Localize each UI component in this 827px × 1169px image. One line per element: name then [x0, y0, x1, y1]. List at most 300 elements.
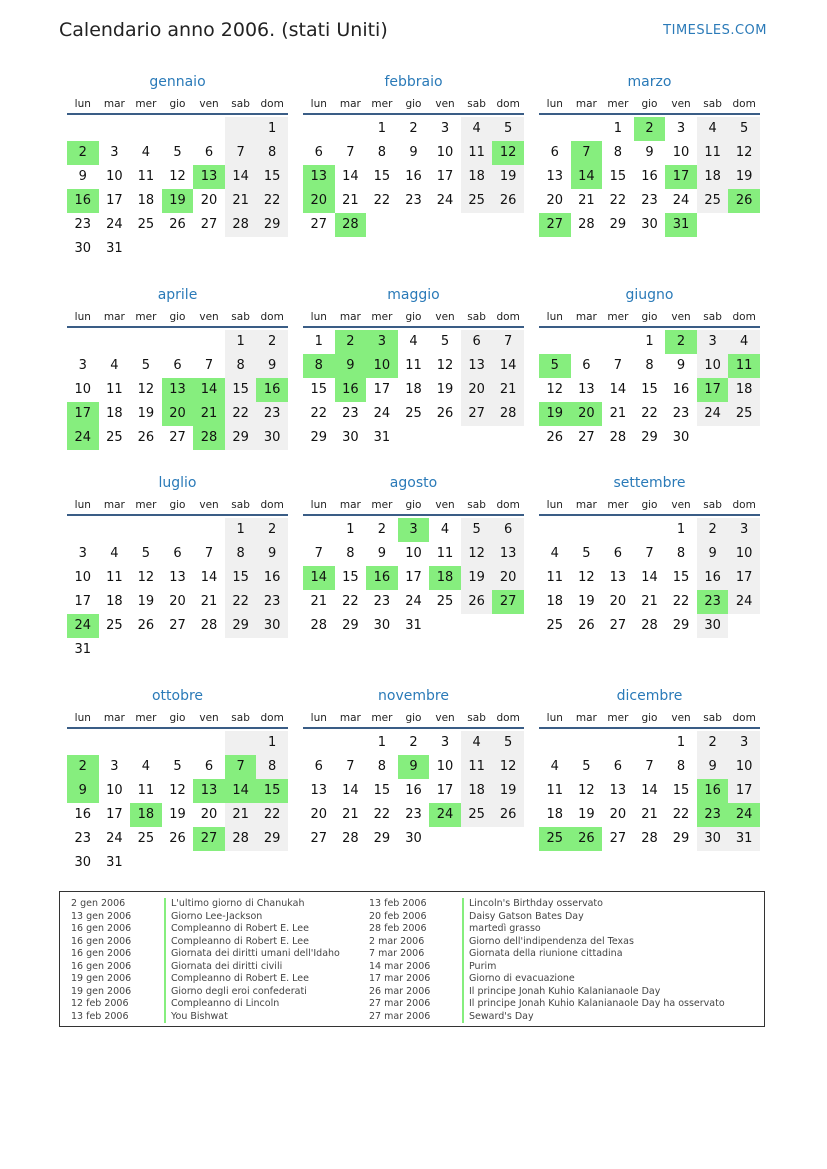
day-cell[interactable]: 9	[398, 755, 430, 779]
day-cell[interactable]: 13	[492, 542, 524, 566]
day-cell[interactable]: 2	[409, 735, 418, 750]
day-cell[interactable]: 3	[78, 546, 87, 561]
day-cell[interactable]: 6	[314, 759, 323, 774]
day-cell[interactable]: 22	[672, 807, 690, 822]
day-cell[interactable]: 12	[492, 141, 524, 165]
day-cell[interactable]: 6	[173, 546, 182, 561]
day-cell[interactable]: 7	[314, 546, 323, 561]
day-cell[interactable]: 14	[609, 382, 627, 397]
day-cell[interactable]: 10	[366, 354, 398, 378]
day-cell[interactable]: 9	[676, 358, 686, 373]
day-cell[interactable]: 25	[461, 189, 493, 213]
day-cell[interactable]: 5	[728, 117, 760, 141]
day-cell[interactable]: 19	[169, 807, 186, 822]
day-cell[interactable]: 18	[728, 378, 760, 402]
day-cell[interactable]: 30	[697, 614, 729, 638]
day-cell[interactable]: 1	[377, 121, 387, 136]
day-cell[interactable]: 15	[225, 378, 257, 402]
day-cell[interactable]: 4	[110, 358, 119, 373]
day-cell[interactable]: 11	[697, 141, 729, 165]
day-cell[interactable]: 19	[578, 807, 595, 822]
day-cell[interactable]: 31	[405, 618, 422, 633]
day-cell[interactable]: 23	[697, 590, 729, 614]
day-cell[interactable]: 13	[461, 354, 493, 378]
day-cell[interactable]: 16	[697, 566, 729, 590]
day-cell[interactable]: 24	[672, 193, 690, 208]
day-cell[interactable]: 2	[665, 330, 697, 354]
day-cell[interactable]: 29	[373, 831, 391, 846]
day-cell[interactable]: 15	[256, 779, 288, 803]
day-cell[interactable]: 6	[550, 145, 559, 160]
day-cell[interactable]: 5	[582, 546, 591, 561]
day-cell[interactable]: 22	[609, 193, 627, 208]
day-cell[interactable]: 31	[373, 430, 391, 445]
day-cell[interactable]: 6	[613, 759, 623, 774]
day-cell[interactable]: 23	[256, 402, 288, 426]
day-cell[interactable]: 9	[256, 542, 288, 566]
day-cell[interactable]: 22	[225, 590, 257, 614]
day-cell[interactable]: 1	[676, 735, 686, 750]
day-cell[interactable]: 15	[373, 783, 391, 798]
day-cell[interactable]: 20	[303, 189, 335, 213]
day-cell[interactable]: 20	[492, 566, 524, 590]
day-cell[interactable]: 14	[303, 566, 335, 590]
day-cell[interactable]: 7	[204, 358, 214, 373]
day-cell[interactable]: 15	[373, 169, 391, 184]
day-cell[interactable]: 18	[697, 165, 729, 189]
day-cell[interactable]: 24	[106, 831, 123, 846]
day-cell[interactable]: 11	[137, 169, 155, 184]
day-cell[interactable]: 6	[461, 330, 493, 354]
day-cell[interactable]: 29	[225, 426, 257, 450]
day-cell[interactable]: 22	[342, 594, 359, 609]
day-cell[interactable]: 26	[571, 827, 603, 851]
day-cell[interactable]: 24	[728, 803, 760, 827]
day-cell[interactable]: 10	[436, 759, 454, 774]
day-cell[interactable]: 25	[106, 618, 123, 633]
day-cell[interactable]: 16	[405, 783, 422, 798]
day-cell[interactable]: 12	[137, 382, 155, 397]
day-cell[interactable]: 26	[578, 618, 595, 633]
day-cell[interactable]: 3	[366, 330, 398, 354]
day-cell[interactable]: 11	[728, 354, 760, 378]
day-cell[interactable]: 16	[67, 189, 99, 213]
day-cell[interactable]: 21	[641, 807, 658, 822]
day-cell[interactable]: 9	[377, 546, 387, 561]
day-cell[interactable]: 12	[137, 570, 155, 585]
day-cell[interactable]: 8	[613, 145, 623, 160]
day-cell[interactable]: 18	[137, 193, 155, 208]
day-cell[interactable]: 21	[200, 594, 218, 609]
day-cell[interactable]: 8	[645, 358, 654, 373]
day-cell[interactable]: 31	[106, 241, 123, 256]
day-cell[interactable]: 5	[141, 546, 151, 561]
day-cell[interactable]: 20	[162, 402, 194, 426]
day-cell[interactable]: 18	[405, 382, 422, 397]
day-cell[interactable]: 21	[641, 594, 658, 609]
day-cell[interactable]: 30	[74, 241, 92, 256]
day-cell[interactable]: 1	[256, 117, 288, 141]
day-cell[interactable]: 26	[492, 189, 524, 213]
day-cell[interactable]: 25	[137, 217, 155, 232]
day-cell[interactable]: 14	[571, 165, 603, 189]
day-cell[interactable]: 30	[672, 430, 690, 445]
day-cell[interactable]: 4	[728, 330, 760, 354]
day-cell[interactable]: 20	[200, 807, 218, 822]
day-cell[interactable]: 5	[492, 731, 524, 755]
day-cell[interactable]: 5	[173, 145, 182, 160]
day-cell[interactable]: 2	[377, 522, 387, 537]
day-cell[interactable]: 28	[342, 831, 359, 846]
day-cell[interactable]: 11	[106, 570, 123, 585]
day-cell[interactable]: 29	[256, 213, 288, 237]
day-cell[interactable]: 28	[609, 430, 627, 445]
day-cell[interactable]: 15	[672, 783, 690, 798]
day-cell[interactable]: 27	[492, 590, 524, 614]
day-cell[interactable]: 4	[409, 334, 418, 349]
day-cell[interactable]: 12	[578, 570, 595, 585]
day-cell[interactable]: 30	[256, 426, 288, 450]
day-cell[interactable]: 15	[641, 382, 658, 397]
day-cell[interactable]: 8	[256, 755, 288, 779]
day-cell[interactable]: 14	[225, 779, 257, 803]
day-cell[interactable]: 27	[609, 831, 627, 846]
day-cell[interactable]: 3	[728, 731, 760, 755]
day-cell[interactable]: 18	[130, 803, 162, 827]
day-cell[interactable]: 26	[169, 217, 186, 232]
day-cell[interactable]: 2	[67, 755, 99, 779]
day-cell[interactable]: 25	[546, 618, 564, 633]
day-cell[interactable]: 5	[173, 759, 182, 774]
day-cell[interactable]: 30	[373, 618, 391, 633]
day-cell[interactable]: 4	[461, 117, 493, 141]
day-cell[interactable]: 9	[78, 169, 87, 184]
day-cell[interactable]: 14	[492, 354, 524, 378]
day-cell[interactable]: 3	[110, 759, 119, 774]
day-cell[interactable]: 31	[665, 213, 697, 237]
day-cell[interactable]: 24	[697, 402, 729, 426]
day-cell[interactable]: 1	[314, 334, 323, 349]
day-cell[interactable]: 8	[676, 759, 686, 774]
day-cell[interactable]: 16	[366, 566, 398, 590]
day-cell[interactable]: 13	[546, 169, 564, 184]
day-cell[interactable]: 6	[582, 358, 591, 373]
day-cell[interactable]: 6	[173, 358, 182, 373]
day-cell[interactable]: 25	[728, 402, 760, 426]
day-cell[interactable]: 21	[342, 807, 359, 822]
day-cell[interactable]: 11	[405, 358, 422, 373]
day-cell[interactable]: 21	[225, 803, 257, 827]
day-cell[interactable]: 17	[405, 570, 422, 585]
day-cell[interactable]: 16	[256, 378, 288, 402]
day-cell[interactable]: 18	[106, 594, 123, 609]
day-cell[interactable]: 2	[335, 330, 367, 354]
day-cell[interactable]: 27	[310, 831, 328, 846]
day-cell[interactable]: 29	[225, 614, 257, 638]
day-cell[interactable]: 27	[200, 217, 218, 232]
day-cell[interactable]: 10	[728, 542, 760, 566]
day-cell[interactable]: 28	[225, 827, 257, 851]
day-cell[interactable]: 13	[169, 570, 186, 585]
day-cell[interactable]: 30	[641, 217, 658, 232]
day-cell[interactable]: 25	[436, 594, 454, 609]
day-cell[interactable]: 8	[676, 546, 686, 561]
day-cell[interactable]: 25	[106, 430, 123, 445]
day-cell[interactable]: 16	[74, 807, 92, 822]
day-cell[interactable]: 20	[571, 402, 603, 426]
day-cell[interactable]: 10	[405, 546, 422, 561]
day-cell[interactable]: 18	[546, 807, 564, 822]
day-cell[interactable]: 12	[546, 382, 564, 397]
day-cell[interactable]: 2	[697, 518, 729, 542]
day-cell[interactable]: 2	[697, 731, 729, 755]
day-cell[interactable]: 12	[728, 141, 760, 165]
day-cell[interactable]: 17	[436, 783, 454, 798]
day-cell[interactable]: 26	[492, 803, 524, 827]
day-cell[interactable]: 14	[200, 570, 218, 585]
day-cell[interactable]: 3	[398, 518, 430, 542]
day-cell[interactable]: 22	[641, 406, 658, 421]
day-cell[interactable]: 22	[373, 807, 391, 822]
day-cell[interactable]: 7	[225, 141, 257, 165]
day-cell[interactable]: 19	[578, 594, 595, 609]
day-cell[interactable]: 17	[697, 378, 729, 402]
day-cell[interactable]: 5	[440, 334, 450, 349]
day-cell[interactable]: 11	[106, 382, 123, 397]
day-cell[interactable]: 6	[204, 759, 214, 774]
day-cell[interactable]: 17	[436, 169, 454, 184]
day-cell[interactable]: 6	[204, 145, 214, 160]
day-cell[interactable]: 7	[492, 330, 524, 354]
day-cell[interactable]: 24	[436, 193, 454, 208]
day-cell[interactable]: 25	[697, 189, 729, 213]
day-cell[interactable]: 23	[74, 217, 92, 232]
day-cell[interactable]: 14	[342, 783, 359, 798]
day-cell[interactable]: 30	[74, 855, 92, 870]
day-cell[interactable]: 19	[728, 165, 760, 189]
day-cell[interactable]: 28	[193, 426, 225, 450]
day-cell[interactable]: 10	[697, 354, 729, 378]
day-cell[interactable]: 28	[200, 618, 218, 633]
day-cell[interactable]: 24	[67, 614, 99, 638]
day-cell[interactable]: 18	[461, 779, 493, 803]
day-cell[interactable]: 29	[256, 827, 288, 851]
day-cell[interactable]: 22	[672, 594, 690, 609]
day-cell[interactable]: 1	[346, 522, 355, 537]
day-cell[interactable]: 20	[609, 594, 627, 609]
day-cell[interactable]: 7	[346, 759, 355, 774]
day-cell[interactable]: 12	[492, 755, 524, 779]
day-cell[interactable]: 15	[609, 169, 627, 184]
day-cell[interactable]: 26	[137, 618, 155, 633]
day-cell[interactable]: 26	[137, 430, 155, 445]
day-cell[interactable]: 26	[169, 831, 186, 846]
day-cell[interactable]: 16	[672, 382, 690, 397]
day-cell[interactable]: 28	[310, 618, 328, 633]
day-cell[interactable]: 23	[697, 803, 729, 827]
day-cell[interactable]: 4	[550, 759, 559, 774]
day-cell[interactable]: 12	[436, 358, 454, 373]
day-cell[interactable]: 7	[613, 358, 623, 373]
day-cell[interactable]: 2	[256, 518, 288, 542]
day-cell[interactable]: 23	[641, 193, 658, 208]
day-cell[interactable]: 20	[310, 807, 328, 822]
day-cell[interactable]: 13	[609, 783, 627, 798]
day-cell[interactable]: 3	[728, 518, 760, 542]
day-cell[interactable]: 16	[405, 169, 422, 184]
day-cell[interactable]: 14	[225, 165, 257, 189]
day-cell[interactable]: 4	[550, 546, 559, 561]
day-cell[interactable]: 24	[728, 590, 760, 614]
day-cell[interactable]: 12	[169, 783, 186, 798]
day-cell[interactable]: 17	[74, 594, 92, 609]
day-cell[interactable]: 17	[728, 566, 760, 590]
day-cell[interactable]: 20	[169, 594, 186, 609]
day-cell[interactable]: 1	[256, 731, 288, 755]
day-cell[interactable]: 7	[225, 755, 257, 779]
day-cell[interactable]: 10	[436, 145, 454, 160]
day-cell[interactable]: 29	[310, 430, 328, 445]
day-cell[interactable]: 1	[613, 121, 623, 136]
day-cell[interactable]: 1	[225, 330, 257, 354]
day-cell[interactable]: 5	[141, 358, 151, 373]
day-cell[interactable]: 23	[672, 406, 690, 421]
day-cell[interactable]: 24	[373, 406, 391, 421]
day-cell[interactable]: 18	[546, 594, 564, 609]
day-cell[interactable]: 21	[609, 406, 627, 421]
day-cell[interactable]: 22	[373, 193, 391, 208]
day-cell[interactable]: 19	[162, 189, 194, 213]
day-cell[interactable]: 11	[137, 783, 155, 798]
day-cell[interactable]: 17	[728, 779, 760, 803]
day-cell[interactable]: 2	[67, 141, 99, 165]
day-cell[interactable]: 8	[346, 546, 355, 561]
day-cell[interactable]: 24	[106, 217, 123, 232]
day-cell[interactable]: 15	[256, 165, 288, 189]
day-cell[interactable]: 22	[310, 406, 328, 421]
day-cell[interactable]: 31	[74, 642, 92, 657]
day-cell[interactable]: 21	[193, 402, 225, 426]
day-cell[interactable]: 16	[641, 169, 658, 184]
day-cell[interactable]: 27	[539, 213, 571, 237]
day-cell[interactable]: 2	[409, 121, 418, 136]
day-cell[interactable]: 7	[645, 759, 654, 774]
day-cell[interactable]: 23	[74, 831, 92, 846]
day-cell[interactable]: 28	[335, 213, 367, 237]
day-cell[interactable]: 3	[676, 121, 686, 136]
day-cell[interactable]: 27	[169, 430, 186, 445]
day-cell[interactable]: 3	[697, 330, 729, 354]
day-cell[interactable]: 30	[342, 430, 359, 445]
day-cell[interactable]: 28	[641, 618, 658, 633]
day-cell[interactable]: 22	[256, 189, 288, 213]
day-cell[interactable]: 3	[440, 735, 450, 750]
day-cell[interactable]: 17	[106, 193, 123, 208]
day-cell[interactable]: 21	[578, 193, 595, 208]
day-cell[interactable]: 23	[405, 193, 422, 208]
day-cell[interactable]: 29	[609, 217, 627, 232]
day-cell[interactable]: 5	[539, 354, 571, 378]
day-cell[interactable]: 9	[409, 145, 418, 160]
day-cell[interactable]: 11	[461, 141, 493, 165]
day-cell[interactable]: 31	[106, 855, 123, 870]
day-cell[interactable]: 13	[193, 779, 225, 803]
day-cell[interactable]: 12	[461, 542, 493, 566]
day-cell[interactable]: 28	[492, 402, 524, 426]
day-cell[interactable]: 27	[310, 217, 328, 232]
day-cell[interactable]: 10	[728, 755, 760, 779]
day-cell[interactable]: 9	[67, 779, 99, 803]
day-cell[interactable]: 29	[641, 430, 658, 445]
day-cell[interactable]: 19	[137, 406, 155, 421]
day-cell[interactable]: 9	[335, 354, 367, 378]
day-cell[interactable]: 14	[641, 783, 658, 798]
day-cell[interactable]: 17	[373, 382, 391, 397]
day-cell[interactable]: 13	[303, 165, 335, 189]
day-cell[interactable]: 20	[609, 807, 627, 822]
day-cell[interactable]: 25	[137, 831, 155, 846]
day-cell[interactable]: 20	[546, 193, 564, 208]
day-cell[interactable]: 14	[342, 169, 359, 184]
day-cell[interactable]: 29	[342, 618, 359, 633]
day-cell[interactable]: 4	[110, 546, 119, 561]
day-cell[interactable]: 9	[697, 755, 729, 779]
day-cell[interactable]: 18	[429, 566, 461, 590]
day-cell[interactable]: 9	[697, 542, 729, 566]
day-cell[interactable]: 8	[303, 354, 335, 378]
day-cell[interactable]: 10	[106, 169, 123, 184]
day-cell[interactable]: 27	[193, 827, 225, 851]
day-cell[interactable]: 19	[436, 382, 454, 397]
day-cell[interactable]: 6	[613, 546, 623, 561]
day-cell[interactable]: 4	[141, 145, 151, 160]
day-cell[interactable]: 16	[697, 779, 729, 803]
day-cell[interactable]: 7	[571, 141, 603, 165]
day-cell[interactable]: 21	[492, 378, 524, 402]
day-cell[interactable]: 1	[377, 735, 387, 750]
day-cell[interactable]: 27	[609, 618, 627, 633]
day-cell[interactable]: 4	[461, 731, 493, 755]
day-cell[interactable]: 26	[728, 189, 760, 213]
day-cell[interactable]: 31	[728, 827, 760, 851]
day-cell[interactable]: 12	[169, 169, 186, 184]
day-cell[interactable]: 22	[256, 803, 288, 827]
day-cell[interactable]: 13	[578, 382, 595, 397]
brand-link[interactable]: TIMESLES.COM	[663, 23, 767, 38]
day-cell[interactable]: 5	[582, 759, 591, 774]
day-cell[interactable]: 20	[461, 378, 493, 402]
day-cell[interactable]: 16	[335, 378, 367, 402]
day-cell[interactable]: 2	[256, 330, 288, 354]
day-cell[interactable]: 1	[645, 334, 654, 349]
day-cell[interactable]: 6	[314, 145, 323, 160]
day-cell[interactable]: 19	[137, 594, 155, 609]
day-cell[interactable]: 23	[373, 594, 391, 609]
day-cell[interactable]: 4	[697, 117, 729, 141]
day-cell[interactable]: 26	[436, 406, 454, 421]
day-cell[interactable]: 13	[162, 378, 194, 402]
day-cell[interactable]: 11	[546, 783, 564, 798]
day-cell[interactable]: 10	[106, 783, 123, 798]
day-cell[interactable]: 30	[405, 831, 422, 846]
day-cell[interactable]: 25	[405, 406, 422, 421]
day-cell[interactable]: 9	[256, 354, 288, 378]
day-cell[interactable]: 9	[645, 145, 654, 160]
day-cell[interactable]: 19	[492, 779, 524, 803]
day-cell[interactable]: 23	[256, 590, 288, 614]
day-cell[interactable]: 13	[193, 165, 225, 189]
day-cell[interactable]: 23	[342, 406, 359, 421]
